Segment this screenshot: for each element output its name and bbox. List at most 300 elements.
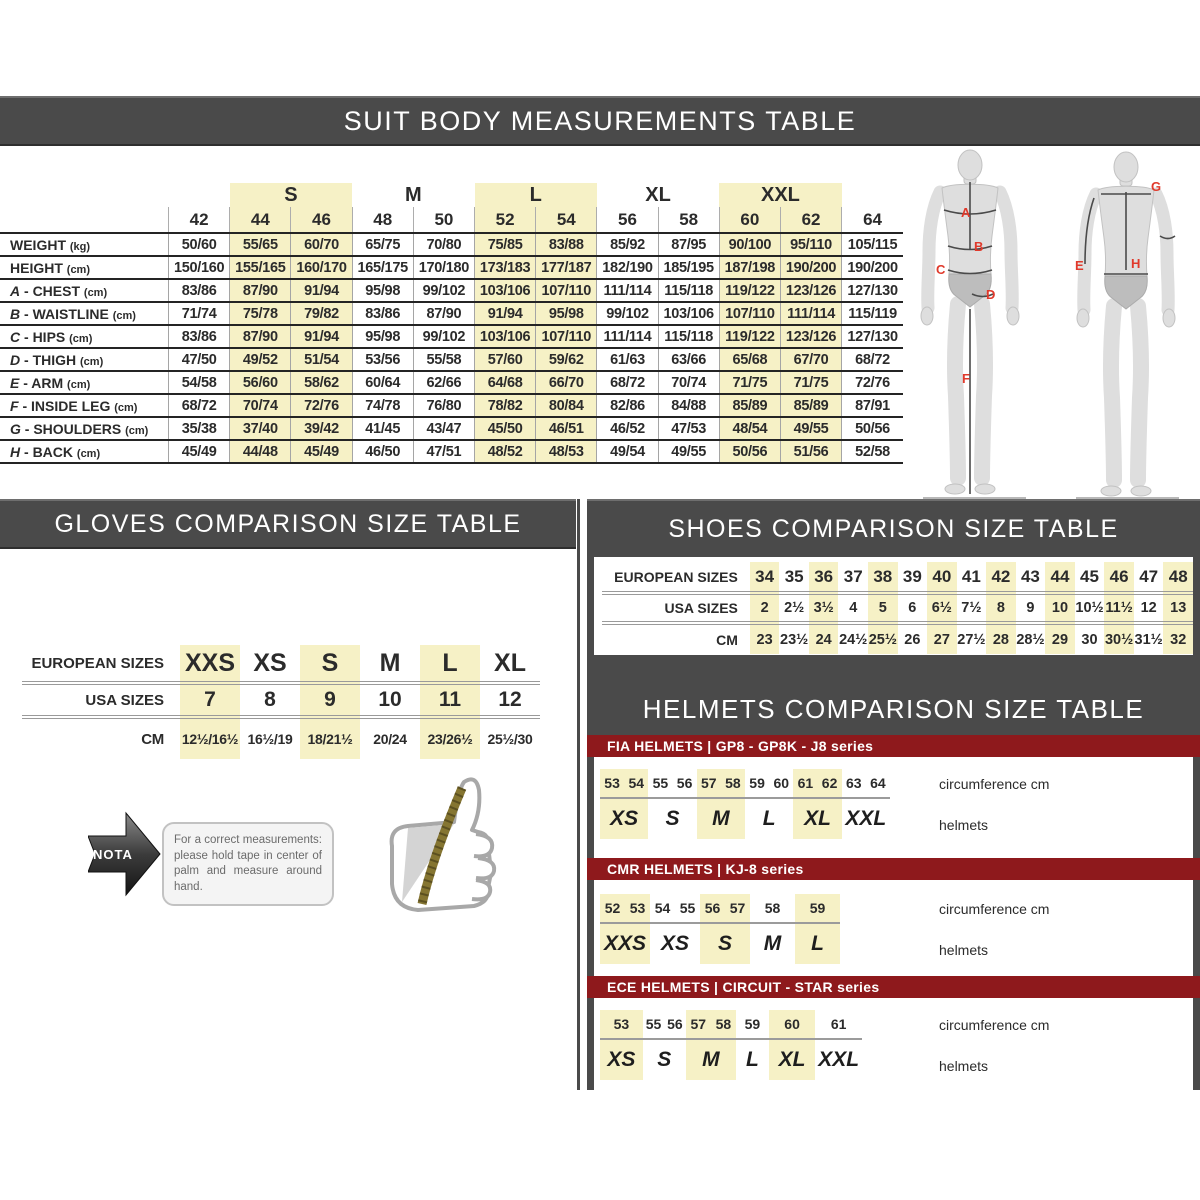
suit-value-cell: 45/49 xyxy=(291,440,352,463)
suit-size-header: 44 xyxy=(230,207,291,233)
suit-value-cell: 74/78 xyxy=(352,394,413,417)
circumference-label: circumference cm xyxy=(939,1017,1050,1033)
suit-row-label: A - CHEST (cm) xyxy=(0,279,169,302)
front-left-foot xyxy=(945,484,965,494)
helmet-size-grid xyxy=(600,1010,862,1080)
suit-value-cell: 155/165 xyxy=(230,256,291,279)
suit-value-cell: 87/91 xyxy=(842,394,903,417)
suit-value-cell: 47/50 xyxy=(169,348,230,371)
helmet-circumference-cell: 53 xyxy=(600,769,624,799)
suit-data-row xyxy=(0,302,903,325)
suit-value-cell: 53/56 xyxy=(352,348,413,371)
suit-group-cell: L xyxy=(475,183,597,207)
helmet-circumference-cell: 53 xyxy=(600,1010,643,1040)
suit-value-cell: 80/84 xyxy=(536,394,597,417)
suit-value-cell: 103/106 xyxy=(658,302,719,325)
suit-data-row xyxy=(0,279,903,302)
suit-value-cell: 57/60 xyxy=(475,348,536,371)
suit-group-row xyxy=(0,183,903,207)
suit-value-cell: 83/86 xyxy=(169,279,230,302)
shoes-table-banner xyxy=(587,499,1200,557)
helmet-circumference-cell: 61 xyxy=(793,769,817,799)
helmet-size-cell: XS xyxy=(660,932,689,955)
suit-value-cell: 39/42 xyxy=(291,417,352,440)
suit-value-cell: 60/64 xyxy=(352,371,413,394)
gloves-row xyxy=(22,683,540,717)
helmets-table-title: HELMETS COMPARISON SIZE TABLE xyxy=(642,694,1145,724)
suit-group-cell: XXL xyxy=(719,183,841,207)
suit-value-cell: 185/195 xyxy=(658,256,719,279)
suit-value-cell: 78/82 xyxy=(475,394,536,417)
shoes-cell: 27½ xyxy=(957,631,986,648)
suit-data-row xyxy=(0,440,903,463)
shoes-row xyxy=(602,593,1193,623)
suit-data-row xyxy=(0,325,903,348)
shoes-cell: 40 xyxy=(927,562,957,593)
gloves-cell: 8 xyxy=(240,683,300,717)
suit-row-label: C - HIPS (cm) xyxy=(0,325,169,348)
suit-value-cell: 173/183 xyxy=(475,256,536,279)
suit-row-label: WEIGHT (kg) xyxy=(0,233,169,256)
suit-measurements-table xyxy=(0,183,903,464)
gloves-row xyxy=(22,645,540,683)
suit-size-header: 54 xyxy=(536,207,597,233)
helmet-circumference-cell: 62 xyxy=(817,769,841,799)
circumference-label: circumference cm xyxy=(939,776,1050,792)
helmet-size-cell: XS xyxy=(600,1040,643,1080)
suit-value-cell: 91/94 xyxy=(291,325,352,348)
figure-letter-D: D xyxy=(986,287,996,302)
suit-value-cell: 49/55 xyxy=(658,440,719,463)
helmet-circumference-cell: 59 xyxy=(795,894,840,924)
gloves-cell: 11 xyxy=(420,683,480,717)
suit-data-row xyxy=(0,417,903,440)
gloves-cell: 9 xyxy=(300,683,360,717)
helmet-sections xyxy=(587,735,1200,1090)
shoes-row-label: CM xyxy=(716,631,738,648)
suit-value-cell: 55/58 xyxy=(413,348,474,371)
helmet-series-banner: CMR HELMETS | KJ-8 series xyxy=(587,858,1200,880)
front-right-hand xyxy=(1007,307,1019,325)
gloves-cell: S xyxy=(300,645,360,683)
suit-value-cell: 47/51 xyxy=(413,440,474,463)
suit-value-cell: 119/122 xyxy=(719,325,780,348)
suit-row-label: HEIGHT (cm) xyxy=(0,256,169,279)
suit-size-header: 52 xyxy=(475,207,536,233)
shoes-cell: 24½ xyxy=(839,631,868,648)
suit-value-cell: 85/89 xyxy=(780,394,841,417)
suit-value-cell: 160/170 xyxy=(291,256,352,279)
shoes-cell: 27 xyxy=(927,623,957,654)
suit-value-cell: 90/100 xyxy=(719,233,780,256)
shoes-cell: 45 xyxy=(1075,562,1105,593)
helmet-circumference-cell: 57 xyxy=(725,894,750,924)
shoes-cell: 10½ xyxy=(1075,593,1105,623)
suit-value-cell: 48/52 xyxy=(475,440,536,463)
gloves-cell: 18/21½ xyxy=(300,717,360,759)
helmet-size-cell: M xyxy=(697,799,745,839)
shoes-cell: 28½ xyxy=(1016,631,1045,648)
gloves-cell: XS xyxy=(240,645,300,683)
gloves-cell: 23/26½ xyxy=(420,717,480,759)
figure-letter-F: F xyxy=(962,371,970,386)
circumference-label: circumference cm xyxy=(939,901,1050,917)
shoes-comparison-table xyxy=(602,562,1193,654)
figure-letter-C: C xyxy=(936,262,946,277)
suit-value-cell: 35/38 xyxy=(169,417,230,440)
helmet-circumference-cell: 56 xyxy=(700,894,725,924)
suit-row-label: F - INSIDE LEG (cm) xyxy=(0,394,169,417)
suit-value-cell: 82/86 xyxy=(597,394,658,417)
suit-value-cell: 91/94 xyxy=(475,302,536,325)
suit-value-cell: 72/76 xyxy=(842,371,903,394)
shoes-cell: 41 xyxy=(957,562,987,593)
suit-value-cell: 51/56 xyxy=(780,440,841,463)
suit-value-cell: 44/48 xyxy=(230,440,291,463)
shoes-cell: 7½ xyxy=(957,593,987,623)
suit-value-cell: 46/51 xyxy=(536,417,597,440)
helmet-circumference-cell: 56 xyxy=(664,1010,685,1040)
suit-value-cell: 87/90 xyxy=(230,325,291,348)
suit-value-cell: 87/90 xyxy=(230,279,291,302)
shoes-cell: 46 xyxy=(1104,562,1134,593)
front-figure xyxy=(921,150,1026,498)
suit-value-cell: 71/75 xyxy=(780,371,841,394)
suit-row-label: E - ARM (cm) xyxy=(0,371,169,394)
back-left-foot xyxy=(1101,486,1121,496)
suit-value-cell: 63/66 xyxy=(658,348,719,371)
suit-table-banner xyxy=(0,96,1200,146)
suit-value-cell: 76/80 xyxy=(413,394,474,417)
shoes-row xyxy=(602,623,1193,654)
shoes-cell: 2½ xyxy=(779,593,809,623)
suit-value-cell: 50/60 xyxy=(169,233,230,256)
gloves-row-label: EUROPEAN SIZES xyxy=(22,645,180,683)
shoes-cell: 9 xyxy=(1016,593,1046,623)
shoes-cell: 11½ xyxy=(1104,593,1134,623)
suit-value-cell: 37/40 xyxy=(230,417,291,440)
suit-value-cell: 190/200 xyxy=(780,256,841,279)
helmet-circumference-cell: 61 xyxy=(815,1010,862,1040)
suit-value-cell: 58/62 xyxy=(291,371,352,394)
helmets-label: helmets xyxy=(939,1058,989,1074)
suit-value-cell: 49/54 xyxy=(597,440,658,463)
suit-value-cell: 95/98 xyxy=(352,279,413,302)
finger-2 xyxy=(476,858,494,878)
front-left-leg xyxy=(955,304,958,478)
suit-value-cell: 68/72 xyxy=(169,394,230,417)
suit-value-cell: 91/94 xyxy=(291,279,352,302)
shoes-cell: 13 xyxy=(1163,593,1193,623)
shoes-cell: 6½ xyxy=(927,593,957,623)
helmet-size-cell: L xyxy=(795,924,840,964)
suit-value-cell: 111/114 xyxy=(597,279,658,302)
suit-data-row xyxy=(0,233,903,256)
suit-value-cell: 83/88 xyxy=(536,233,597,256)
helmets-label: helmets xyxy=(939,942,989,958)
suit-size-header: 50 xyxy=(413,207,474,233)
shoes-cell: 38 xyxy=(868,562,898,593)
helmet-size-cell: L xyxy=(762,807,776,830)
gloves-cell: 16½/19 xyxy=(247,731,293,747)
helmet-size-cell: XXL xyxy=(818,1048,860,1071)
suit-size-header: 58 xyxy=(658,207,719,233)
figure-letter-A: A xyxy=(961,205,971,220)
shoes-cell: 42 xyxy=(986,562,1015,593)
suit-value-cell: 95/98 xyxy=(352,325,413,348)
suit-value-cell: 87/95 xyxy=(658,233,719,256)
helmet-circumference-cell: 60 xyxy=(769,769,793,799)
helmet-circumference-cell: 58 xyxy=(750,894,795,924)
helmet-circumference-cell: 57 xyxy=(686,1010,711,1040)
back-left-hand xyxy=(1077,309,1089,327)
suit-value-cell: 111/114 xyxy=(597,325,658,348)
suit-value-cell: 99/102 xyxy=(413,279,474,302)
suit-size-header: 46 xyxy=(291,207,352,233)
suit-corner-cell xyxy=(0,183,169,207)
helmet-series-banner: ECE HELMETS | CIRCUIT - STAR series xyxy=(587,976,1200,998)
suit-value-cell: 64/68 xyxy=(475,371,536,394)
shoes-cell: 12 xyxy=(1134,593,1164,623)
shoes-cell: 30 xyxy=(1081,631,1098,648)
suit-value-cell: 55/65 xyxy=(230,233,291,256)
suit-value-cell: 46/52 xyxy=(597,417,658,440)
shoes-cell: 6 xyxy=(898,593,927,623)
suit-value-cell: 71/75 xyxy=(719,371,780,394)
suit-value-cell: 127/130 xyxy=(842,279,903,302)
suit-size-header: 60 xyxy=(719,207,780,233)
shoes-cell: 31½ xyxy=(1134,631,1163,648)
helmets-table-banner xyxy=(587,655,1200,735)
suit-data-row xyxy=(0,256,903,279)
suit-value-cell: 47/53 xyxy=(658,417,719,440)
suit-value-cell: 51/54 xyxy=(291,348,352,371)
suit-value-cell: 72/76 xyxy=(291,394,352,417)
gloves-table-title: GLOVES COMPARISON SIZE TABLE xyxy=(54,509,522,538)
shoes-cell: 23 xyxy=(750,623,779,654)
suit-data-row xyxy=(0,348,903,371)
suit-row-label: H - BACK (cm) xyxy=(0,440,169,463)
shoes-cell: 44 xyxy=(1045,562,1074,593)
shoes-cell: 24 xyxy=(809,623,839,654)
helmet-circumference-cell: 53 xyxy=(625,894,650,924)
suit-value-cell: 70/74 xyxy=(658,371,719,394)
gloves-cell: L xyxy=(420,645,480,683)
suit-value-cell: 48/53 xyxy=(536,440,597,463)
suit-value-cell: 170/180 xyxy=(413,256,474,279)
suit-value-cell: 119/122 xyxy=(719,279,780,302)
helmet-series-banner: FIA HELMETS | GP8 - GP8K - J8 series xyxy=(587,735,1200,757)
helmet-circumference-cell: 59 xyxy=(745,769,769,799)
suit-value-cell: 95/98 xyxy=(536,302,597,325)
shoes-cell: 43 xyxy=(1016,562,1046,593)
helmet-circumference-cell: 55 xyxy=(675,894,700,924)
suit-value-cell: 79/82 xyxy=(291,302,352,325)
helmet-panel xyxy=(594,757,1193,858)
hand-measure-image xyxy=(358,768,518,926)
body-measurement-figures xyxy=(898,146,1200,506)
suit-value-cell: 87/90 xyxy=(413,302,474,325)
shoes-cell: 37 xyxy=(838,562,868,593)
suit-row-label: B - WAISTLINE (cm) xyxy=(0,302,169,325)
back-figure xyxy=(1076,152,1179,498)
back-left-leg xyxy=(1111,306,1114,480)
helmet-circumference-cell: 56 xyxy=(672,769,696,799)
shoes-cell: 48 xyxy=(1163,562,1193,593)
suit-value-cell: 70/74 xyxy=(230,394,291,417)
suit-value-cell: 83/86 xyxy=(169,325,230,348)
gloves-row-label: CM xyxy=(141,730,164,748)
helmet-circumference-cell: 55 xyxy=(643,1010,664,1040)
suit-value-cell: 83/86 xyxy=(352,302,413,325)
gloves-cell: 12½/16½ xyxy=(180,717,240,759)
helmet-circumference-cell: 58 xyxy=(721,769,745,799)
suit-value-cell: 190/200 xyxy=(842,256,903,279)
right-column xyxy=(587,499,1200,1090)
suit-size-header: 62 xyxy=(780,207,841,233)
shoes-cell: 39 xyxy=(898,562,927,593)
figure-letter-G: G xyxy=(1151,179,1162,194)
shoes-cell: 10 xyxy=(1045,593,1074,623)
suit-value-cell: 68/72 xyxy=(842,348,903,371)
suit-value-cell: 85/92 xyxy=(597,233,658,256)
suit-group-cell: S xyxy=(230,183,352,207)
helmet-circumference-cell: 59 xyxy=(736,1010,769,1040)
shoes-row-label: USA SIZES xyxy=(602,593,750,623)
suit-value-cell: 49/52 xyxy=(230,348,291,371)
suit-table-title: SUIT BODY MEASUREMENTS TABLE xyxy=(343,105,857,136)
suit-row-label: G - SHOULDERS (cm) xyxy=(0,417,169,440)
suit-data-row xyxy=(0,371,903,394)
suit-value-cell: 67/70 xyxy=(780,348,841,371)
suit-value-cell: 115/118 xyxy=(658,325,719,348)
helmet-circumference-cell: 55 xyxy=(648,769,672,799)
helmet-size-cell: XL xyxy=(769,1040,816,1080)
front-right-arm xyxy=(1000,192,1012,308)
helmet-size-cell: XL xyxy=(793,799,841,839)
helmet-size-cell: XXS xyxy=(600,924,650,964)
front-left-arm xyxy=(928,192,940,308)
gloves-cell: XL xyxy=(480,645,540,683)
gloves-cell: XXS xyxy=(180,645,240,683)
shoes-row xyxy=(602,562,1193,593)
front-right-foot xyxy=(975,484,995,494)
suit-value-cell: 71/74 xyxy=(169,302,230,325)
helmet-panel xyxy=(594,998,1193,1090)
shoes-cell: 29 xyxy=(1045,623,1074,654)
suit-value-cell: 45/49 xyxy=(169,440,230,463)
shoes-table-title: SHOES COMPARISON SIZE TABLE xyxy=(668,514,1119,543)
suit-value-cell: 60/70 xyxy=(291,233,352,256)
shoes-cell: 8 xyxy=(986,593,1015,623)
suit-value-cell: 66/70 xyxy=(536,371,597,394)
suit-value-cell: 165/175 xyxy=(352,256,413,279)
shoes-cell: 25½ xyxy=(868,623,898,654)
suit-value-cell: 123/126 xyxy=(780,325,841,348)
gloves-row-label: USA SIZES xyxy=(22,683,180,717)
shoes-cell: 23½ xyxy=(780,631,809,648)
helmet-size-cell: XXL xyxy=(845,807,887,830)
suit-value-cell: 105/115 xyxy=(842,233,903,256)
shoes-cell: 3½ xyxy=(809,593,839,623)
helmet-size-grid xyxy=(600,894,840,964)
suit-group-cell xyxy=(842,183,903,207)
gloves-row xyxy=(22,717,540,759)
suit-value-cell: 52/58 xyxy=(842,440,903,463)
gloves-comparison-table xyxy=(22,645,540,759)
suit-value-cell: 103/106 xyxy=(475,279,536,302)
helmet-size-cell: M xyxy=(686,1040,736,1080)
gloves-cell: M xyxy=(360,645,420,683)
shoes-panel xyxy=(594,557,1193,655)
helmet-size-cell: S xyxy=(700,924,750,964)
suit-value-cell: 127/130 xyxy=(842,325,903,348)
back-right-foot xyxy=(1131,486,1151,496)
suit-value-cell: 61/63 xyxy=(597,348,658,371)
shoes-row-label: EUROPEAN SIZES xyxy=(602,562,750,593)
back-head xyxy=(1114,152,1138,182)
finger-1 xyxy=(474,834,492,856)
shoes-cell: 32 xyxy=(1163,623,1193,654)
suit-value-cell: 95/110 xyxy=(780,233,841,256)
helmet-size-cell: L xyxy=(745,1048,759,1071)
front-right-leg xyxy=(982,304,985,478)
suit-group-cell xyxy=(169,183,230,207)
back-right-arm xyxy=(1156,194,1168,310)
nota-bubble: For a correct measurements: please hold tape in center of palm and measure around hand. xyxy=(162,822,334,906)
suit-value-cell: 123/126 xyxy=(780,279,841,302)
helmet-circumference-cell: 54 xyxy=(650,894,675,924)
suit-value-cell: 115/119 xyxy=(842,302,903,325)
helmet-size-grid xyxy=(600,769,890,839)
suit-value-cell: 41/45 xyxy=(352,417,413,440)
suit-value-cell: 107/110 xyxy=(719,302,780,325)
suit-value-cell: 85/89 xyxy=(719,394,780,417)
gloves-cell: 12 xyxy=(480,683,540,717)
suit-group-cell: M xyxy=(404,183,422,206)
shoes-cell: 34 xyxy=(750,562,779,593)
gloves-cell: 20/24 xyxy=(373,731,407,747)
front-left-hand xyxy=(921,307,933,325)
suit-size-header: 64 xyxy=(842,207,903,233)
suit-value-cell: 48/54 xyxy=(719,417,780,440)
shoes-cell: 35 xyxy=(779,562,809,593)
suit-value-cell: 177/187 xyxy=(536,256,597,279)
section-divider xyxy=(577,499,580,1090)
suit-value-cell: 50/56 xyxy=(842,417,903,440)
helmet-size-cell: XS xyxy=(600,799,648,839)
suit-value-cell: 62/66 xyxy=(413,371,474,394)
helmet-circumference-cell: 60 xyxy=(769,1010,816,1040)
suit-value-cell: 45/50 xyxy=(475,417,536,440)
suit-size-row xyxy=(0,207,903,233)
figure-letter-B: B xyxy=(974,239,984,254)
shoes-cell: 28 xyxy=(986,623,1015,654)
suit-value-cell: 65/75 xyxy=(352,233,413,256)
helmet-circumference-cell: 52 xyxy=(600,894,625,924)
suit-size-header: 42 xyxy=(169,207,230,233)
nota-arrow-icon xyxy=(88,806,162,902)
suit-value-cell: 99/102 xyxy=(597,302,658,325)
helmet-panel xyxy=(594,880,1193,976)
suit-group-cell: XL xyxy=(645,183,671,206)
helmet-circumference-cell: 57 xyxy=(697,769,721,799)
back-right-hand xyxy=(1163,309,1175,327)
suit-value-cell: 187/198 xyxy=(719,256,780,279)
suit-size-header: 48 xyxy=(352,207,413,233)
suit-value-cell: 54/58 xyxy=(169,371,230,394)
shoes-cell: 2 xyxy=(750,593,779,623)
